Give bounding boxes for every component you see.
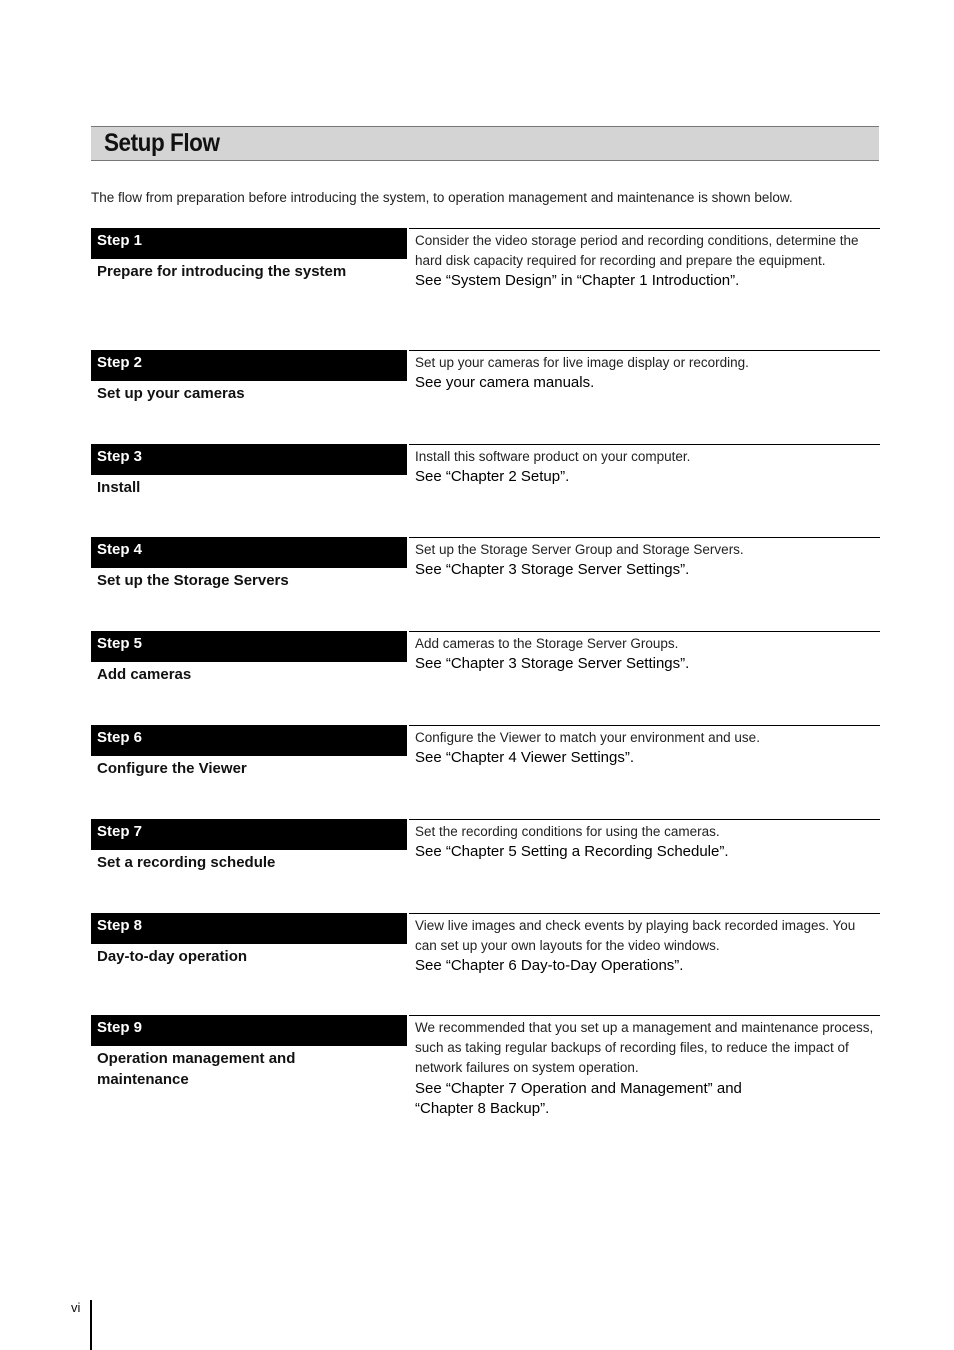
step-description: Install this software product on your computer. (415, 449, 691, 464)
step-reference: See “Chapter 5 Setting a Recording Schedule”. (415, 843, 729, 860)
step-detail-7 (409, 819, 880, 862)
step-description: Set up your cameras for live image display or recording. (415, 355, 749, 370)
step-left-6 (91, 725, 407, 779)
step-label: Step 2 (91, 350, 407, 381)
step-label: Step 5 (91, 631, 407, 662)
step-title: Operation management and maintenance (97, 1050, 296, 1088)
section-title-bar (91, 126, 879, 161)
step-reference: See “Chapter 3 Storage Server Settings”. (415, 561, 690, 578)
step-title: Set up your cameras (97, 385, 245, 402)
step-left-8 (91, 913, 407, 967)
step-left-1 (91, 228, 407, 282)
step-detail-1 (409, 228, 880, 291)
step-detail-9 (409, 1015, 880, 1119)
step-reference: See “Chapter 3 Storage Server Settings”. (415, 655, 690, 672)
step-title: Configure the Viewer (97, 760, 247, 777)
step-detail-3 (409, 444, 880, 487)
step-description: Set the recording conditions for using the cameras. (415, 824, 720, 839)
page-title: Setup Flow (104, 129, 220, 157)
step-left-7 (91, 819, 407, 873)
step-detail-2 (409, 350, 880, 393)
step-reference: See your camera manuals. (415, 374, 595, 391)
step-description: Add cameras to the Storage Server Groups. (415, 636, 679, 651)
step-label: Step 7 (91, 819, 407, 850)
step-description: We recommended that you set up a management and maintenance process, such as taking regular backups of recording files, to reduce the impact of network failures on system operation. (415, 1020, 874, 1075)
step-title: Install (97, 479, 141, 496)
step-left-3 (91, 444, 407, 498)
step-title: Day-to-day operation (97, 948, 248, 965)
step-label: Step 9 (91, 1015, 407, 1046)
step-reference: See “System Design” in “Chapter 1 Introduction”. (415, 272, 740, 289)
step-title: Add cameras (97, 666, 192, 683)
step-label: Step 3 (91, 444, 407, 475)
step-reference: See “Chapter 7 Operation and Management” and “Chapter 8 Backup”. (415, 1080, 742, 1117)
step-title: Set a recording schedule (97, 854, 276, 871)
step-reference: See “Chapter 6 Day-to-Day Operations”. (415, 957, 684, 974)
step-detail-6 (409, 725, 880, 768)
step-label: Step 8 (91, 913, 407, 944)
step-detail-4 (409, 537, 880, 580)
step-label: Step 4 (91, 537, 407, 568)
step-reference: See “Chapter 4 Viewer Settings”. (415, 749, 635, 766)
step-description: View live images and check events by playing back recorded images. You can set up your own layouts for the video windows. (415, 918, 856, 953)
step-description: Configure the Viewer to match your environment and use. (415, 730, 760, 745)
step-left-4 (91, 537, 407, 591)
step-title: Set up the Storage Servers (97, 572, 289, 589)
page-margin-rule (90, 1300, 92, 1350)
page-number: vi (71, 1300, 81, 1315)
step-reference: See “Chapter 2 Setup”. (415, 468, 570, 485)
step-description: Consider the video storage period and recording conditions, determine the hard disk capacity required for recording and prepare the equipment. (415, 233, 859, 268)
step-label: Step 1 (91, 228, 407, 259)
step-description: Set up the Storage Server Group and Storage Servers. (415, 542, 744, 557)
step-detail-5 (409, 631, 880, 674)
step-left-9 (91, 1015, 407, 1090)
step-detail-8 (409, 913, 880, 976)
step-title: Prepare for introducing the system (97, 263, 347, 280)
step-left-2 (91, 350, 407, 404)
step-label: Step 6 (91, 725, 407, 756)
intro-text: The flow from preparation before introducing the system, to operation management and maintenance is shown below. (91, 190, 793, 205)
step-left-5 (91, 631, 407, 685)
